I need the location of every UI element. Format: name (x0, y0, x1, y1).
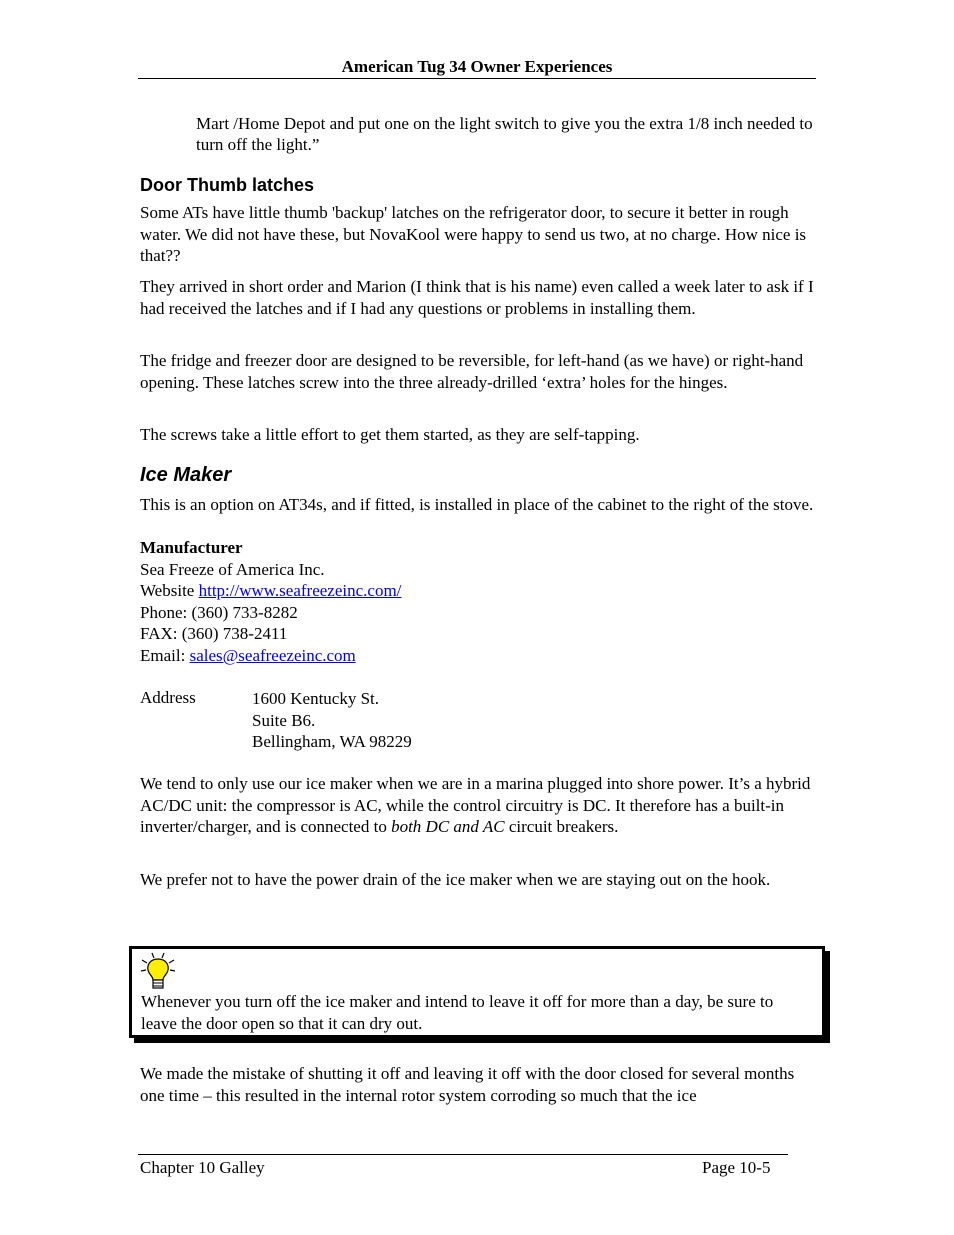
power-text-italic: both DC and AC (391, 817, 505, 836)
email-line (140, 645, 820, 667)
address-line-1: 1600 Kentucky St. (252, 689, 380, 708)
tip-text: Whenever you turn off the ice maker and intend to leave it off for more than a day, be sure to leave the door open so that it can dry out. (141, 992, 774, 1033)
email-label: Email: (140, 646, 190, 665)
running-header-title: American Tug 34 Owner Experiences (341, 57, 613, 76)
address-label: Address (140, 688, 196, 707)
address-line-2: Suite B6. (252, 710, 316, 730)
header-rule (138, 78, 816, 79)
address-line-3: Bellingham, WA 98229 (252, 732, 412, 751)
ice-mistake-paragraph: We made the mistake of shutting it off and leaving it off with the door closed for several months one time – this resulted in the internal rotor system corroding so much that the ice (140, 1064, 795, 1105)
power-text-a: We tend to only use our ice maker when we are in a marina plugged into shore power. It’s a hybrid AC/DC unit: the compressor is AC, while the control circuitry is DC. It therefore has a built-in inverter/charger, and is connected to (140, 774, 811, 836)
website-link[interactable]: http://www.seafreezeinc.com/ (198, 581, 402, 600)
phone-line: Phone: (360) 733-8282 (140, 603, 298, 622)
fax-line: FAX: (360) 738-2411 (140, 624, 288, 643)
heading-door-thumb-latches: Door Thumb latches (140, 175, 315, 195)
power-text-b: circuit breakers. (504, 817, 619, 836)
door-paragraph-3: The fridge and freezer door are designed to be reversible, for left-hand (as we have) or right-hand opening. These latches screw into the three already-drilled ‘extra’ holes for the hinges. (140, 351, 804, 392)
door-paragraph-4: The screws take a little effort to get them started, as they are self-tapping. (140, 425, 640, 444)
address-block (252, 688, 412, 753)
website-label: Website (140, 581, 199, 600)
tip-box (129, 946, 825, 1038)
email-link[interactable]: sales@seafreezeinc.com (189, 646, 356, 665)
heading-ice-maker: Ice Maker (140, 464, 232, 486)
company-name: Sea Freeze of America Inc. (140, 560, 325, 579)
ice-intro: This is an option on AT34s, and if fitted, is installed in place of the cabinet to the right of the stove. (140, 495, 814, 514)
footer-chapter: Chapter 10 Galley (140, 1158, 265, 1177)
door-paragraph-1: Some ATs have little thumb 'backup' latches on the refrigerator door, to secure it better in rough water. We did not have these, but NovaKool were happy to send us two, at no charge. How nice is that?? (140, 203, 807, 265)
manufacturer-label: Manufacturer (140, 538, 243, 557)
website-line (140, 580, 820, 602)
lightbulb-icon (138, 951, 178, 991)
footer-page-number: Page 10-5 (702, 1158, 771, 1177)
footer-rule (138, 1154, 788, 1155)
ice-power-paragraph (140, 773, 820, 838)
door-paragraph-2: They arrived in short order and Marion (I think that is his name) even called a week later to ask if I had received the latches and if I had any questions or problems in installing them. (140, 277, 814, 318)
quote-continuation: Mart /Home Depot and put one on the light switch to give you the extra 1/8 inch needed to turn off the light.” (196, 114, 813, 154)
ice-drain-paragraph: We prefer not to have the power drain of the ice maker when we are staying out on the hook. (140, 870, 771, 889)
